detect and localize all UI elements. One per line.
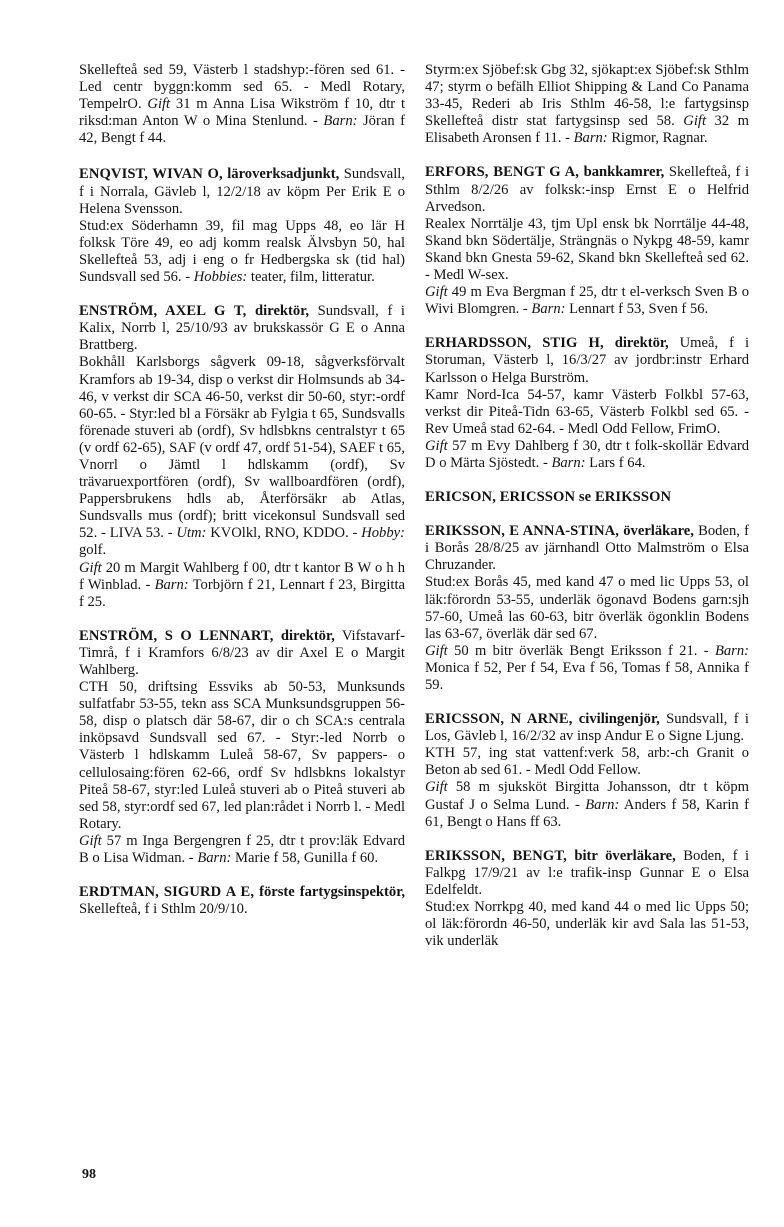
barn-label: Barn:: [714, 642, 749, 659]
hobby-label: Hobby:: [361, 525, 405, 542]
gift-label: Gift: [147, 96, 171, 113]
entry-name: ERIKSSON, E ANNA-STINA,: [425, 523, 620, 540]
entry-erdtman: [79, 884, 405, 918]
barn-label: Barn:: [573, 130, 608, 147]
gift-label: Gift: [425, 284, 448, 301]
page-number: 98: [82, 1167, 96, 1182]
entry-body: Realex Norrtälje 43, tjm Upl ensk bk Norrtälje 44-48, Skand bkn Södertälje, Strängnäs o Nykpg 48-59, kamr Skand bkn Gnesta 59-62, Skand bkn Skellefteå sed 62. - Medl W-sex.: [425, 215, 749, 284]
entry-title: direktör,: [603, 335, 669, 352]
entry-title: direktör,: [273, 627, 335, 644]
entry-family: [425, 438, 749, 472]
entry-intro: Vifstavarf-Timrå, f i Kramfors 6/8/23 av dir Axel E o Margit Wahlberg.: [79, 627, 405, 678]
entry-eriksson-bengt: [425, 848, 749, 951]
entry-title: förste fartygsinspektör,: [254, 884, 405, 901]
gift-label: Gift: [79, 559, 102, 576]
entry-body: [79, 354, 405, 559]
barn-text: Lars f 64.: [585, 454, 646, 471]
entry-name: ERDTMAN, SIGURD A E,: [79, 884, 255, 901]
gift-text: 31 m Anna Lisa Wikström f 10, dtr t riksd:man Anton W o Mina Stenlund. -: [79, 96, 406, 130]
entry-intro: Sundsvall, f i Los, Gävleb l, 16/2/32 av insp Andur E o Signe Ljung.: [425, 711, 749, 745]
entry-body: Stud:ex Norrkpg 40, med kand 44 o med lic Upps 50; ol läk:förordn 46-50, underläk kir avd Sala las 51-53, vik underläk: [425, 899, 749, 950]
entry-enstrom-axel: [79, 303, 405, 611]
gift-text: 32 m Elisabeth Aronsen f 11. -: [425, 113, 750, 147]
barn-text: Rigmor, Ragnar.: [607, 130, 708, 147]
entry-text: Skellefteå sed 59, Västerb l stadshyp:-fören sed 61. - Led centr byggn:komm sed 65. - Medl Rotary, TempelrO.: [79, 62, 405, 113]
barn-label: Barn:: [551, 454, 586, 471]
entry-body: Stud:ex Borås 45, med kand 47 o med lic Upps 53, ol läk:förordn 53-55, underläk ögonavd Bodens garn:sjh 57-60, Umeå las 60-63, bitr överläk ögonklin Bodens las 63-67, överläk där sed 67.: [425, 574, 749, 642]
gift-text: 58 m sjuksköt Birgitta Johansson, dtr t köpm Gustaf J o Selma Lund. -: [425, 779, 749, 813]
gift-text: 57 m Evy Dahlberg f 30, dtr t folk-skollär Edvard D o Märta Sjöstedt. -: [425, 437, 749, 471]
entry-name: ENSTRÖM, S O LENNART,: [79, 627, 274, 644]
gift-label: Gift: [425, 779, 448, 796]
entry-intro: Skellefteå, f i Sthlm 20/9/10.: [79, 901, 248, 918]
entry-body: KTH 57, ing stat vattenf:verk 58, arb:-ch Granit o Beton ab sed 61. - Medl Odd Fellow.: [425, 745, 749, 779]
entry-name: ERFORS, BENGT G A,: [425, 164, 579, 181]
entry-enstrom-lennart: [79, 628, 405, 867]
barn-text: Monica f 52, Per f 54, Eva f 56, Tomas f 58, Annika f 59.: [425, 659, 749, 693]
barn-label: Barn:: [585, 796, 620, 813]
gift-text: 50 m bitr överläk Bengt Eriksson f 21. -: [447, 642, 715, 659]
entry-title: läroverksadjunkt,: [222, 166, 340, 183]
hobby-label: Hobbies:: [193, 269, 248, 286]
barn-text: Jöran f 42, Bengt f 44.: [79, 113, 405, 147]
entry-title: direktör,: [246, 303, 309, 320]
entry-name: ERHARDSSON, STIG H,: [425, 335, 604, 352]
entry-title: överläkare,: [619, 523, 694, 540]
gift-text: 20 m Margit Wahlberg f 00, dtr t kantor B W o h h f Winblad. -: [79, 559, 405, 593]
entry-family: [425, 779, 749, 830]
barn-text: Torbjörn f 21, Lennart f 23, Birgitta f 25.: [79, 576, 405, 610]
entry-body-text: Stud:ex Söderhamn 39, fil mag Upps 48, eo lär H folksk Töre 49, eo adj komm realsk Älvsbyn 50, hal Skellefteå 53, adj i eng o fr Hedbergska sk (tid hal) Sundsvall sed 56. -: [79, 217, 405, 286]
entry-ericson-crossref: [425, 489, 749, 506]
entry-intro: Boden, f i Falkpg 17/9/21 av l:e trafik-insp Gunnar E o Elsa Edelfeldt.: [425, 847, 750, 898]
gift-label: Gift: [79, 832, 102, 849]
entry-name: ENSTRÖM, AXEL G T,: [79, 303, 247, 320]
entry-name: ENQVIST, WIVAN O,: [79, 166, 223, 183]
entry-intro: Sundsvall, f i Kalix, Norrb l, 25/10/93 av brukskassör G E o Anna Brattberg.: [79, 303, 405, 354]
entry-intro: Skellefteå, f i Sthlm 8/2/26 av folksk:-insp Ernst E o Helfrid Arvedson.: [425, 164, 749, 215]
entry-ericsson-arne: [425, 711, 749, 831]
entry-eriksson-anna-stina: [425, 523, 749, 694]
utm-label: Utm:: [176, 525, 207, 542]
entry-title: bankkamrer,: [579, 164, 665, 181]
hobby-text: golf.: [79, 542, 107, 559]
gift-label: Gift: [425, 642, 448, 659]
entry-title: civilingenjör,: [572, 711, 660, 728]
barn-text: Marie f 58, Gunilla f 60.: [231, 850, 379, 867]
entry-name: ERICSSON, N ARNE,: [425, 711, 573, 728]
entry-body: [79, 218, 405, 286]
entry-family: [425, 643, 749, 694]
barn-label: Barn:: [531, 301, 566, 318]
entry-family: [79, 833, 405, 867]
barn-text: Anders f 58, Karin f 61, Bengt o Hans ff 63.: [425, 796, 749, 830]
gift-label: Gift: [425, 437, 448, 454]
entry-name: ERICSON, ERICSSON se ERIKSSON: [425, 489, 672, 506]
entry-name: ERIKSSON, BENGT,: [425, 847, 567, 864]
barn-text: Lennart f 53, Sven f 56.: [565, 301, 709, 318]
hobby-text: teater, film, litteratur.: [247, 269, 375, 286]
entry-erfors: [425, 164, 749, 318]
continuation-entry: [425, 62, 749, 147]
continuation-entry: [79, 62, 405, 147]
entry-enqvist: [79, 166, 405, 286]
barn-label: Barn:: [197, 850, 232, 867]
right-column: [425, 62, 749, 967]
entry-title: bitr överläkare,: [566, 847, 676, 864]
entry-family: [425, 284, 749, 318]
entry-intro: Umeå, f i Storuman, Västerb l, 16/3/27 av jordbr:instr Erhard Karlsson o Helga Burström.: [425, 335, 749, 386]
entry-intro: Sundsvall, f i Norrala, Gävleb l, 12/2/18 av köpm Per Erik E o Helena Svensson.: [79, 166, 405, 217]
entry-erhardsson: [425, 335, 749, 472]
entry-intro: Boden, f i Borås 28/8/25 av järnhandl Otto Malmström o Elsa Chruzander.: [425, 523, 749, 574]
entry-family: [79, 560, 405, 611]
barn-label: Barn:: [154, 576, 189, 593]
gift-text: 57 m Inga Bergengren f 25, dtr t prov:läk Edvard B o Lisa Widman. -: [79, 832, 405, 867]
barn-label: Barn:: [323, 113, 358, 130]
utm-text: KVOlkl, RNO, KDDO. -: [206, 525, 362, 542]
gift-text: 49 m Eva Bergman f 25, dtr t el-verksch Sven B o Wivi Blomgren. -: [425, 284, 749, 318]
entry-body-text: Bokhåll Karlsborgs sågverk 09-18, sågverksförvalt Kramfors ab 19-34, disp o verkst dir Holmsunds ab 34-46, v verkst dir SCA 46-50, verkst dir 50-60, styr:-ordf 60-65. - Styr:led bl a Försäkr ab Fylgia t 65, Sundsvalls förenade stuveri ab (ordf), Sv hdlsbkns centralstyr t 65 (v ordf 62-65), SAF (v ordf 47, ordf 51-54), SAEF t 65, Vnorrl o Jämtl l hdlskamm (ordf), Sv trävaruexportfören (ordf), Sv wallboardfören (ordf), Pappersbrukens hdls ab, Återförsäkr ab Atlas, Sundsvalls mus (ordf); britt vicekonsul Sundsvall sed 52. - LIVA 53. -: [79, 354, 405, 542]
entry-body: CTH 50, driftsing Essviks ab 50-53, Munksunds sulfatfabr 53-55, tekn ass SCA Munksundsgruppen 56-58, disp o platsch där 58-67, dir o ch SCA:s centrala inköpsavd Sundsvall sed 67. - Styr:-led Norrb o Västerb l hdlskamm Luleå 58-67, Sv pappers- o cellulosaing:fören 62-66, ordf Sv hdlsbkns lokalstyr Piteå 58-67, styr:led Luleå stuveri ab o Piteå stuveri ab sed 58, styr:ordf sed 67, led plan:rådet i Norrb l. - Medl Rotary.: [79, 679, 405, 832]
left-column: [79, 62, 405, 935]
entry-body: Kamr Nord-Ica 54-57, kamr Västerb Folkbl 57-63, verkst dir Piteå-Tidn 63-65, Västerb Folkbl sed 65. - Rev Umeå stad 62-64. - Medl Odd Fellow, FrimO.: [425, 386, 749, 437]
entry-text: Styrm:ex Sjöbef:sk Gbg 32, sjökapt:ex Sjöbef:sk Sthlm 47; styrm o befälh Elliot Shipping & Land Co Panama 33-45, Rederi ab Iris Sthlm 46-58, l:e fartygsinsp Skellefteå distr stat fartygsinsp sed 58.: [425, 62, 749, 130]
gift-label: Gift: [683, 113, 706, 130]
